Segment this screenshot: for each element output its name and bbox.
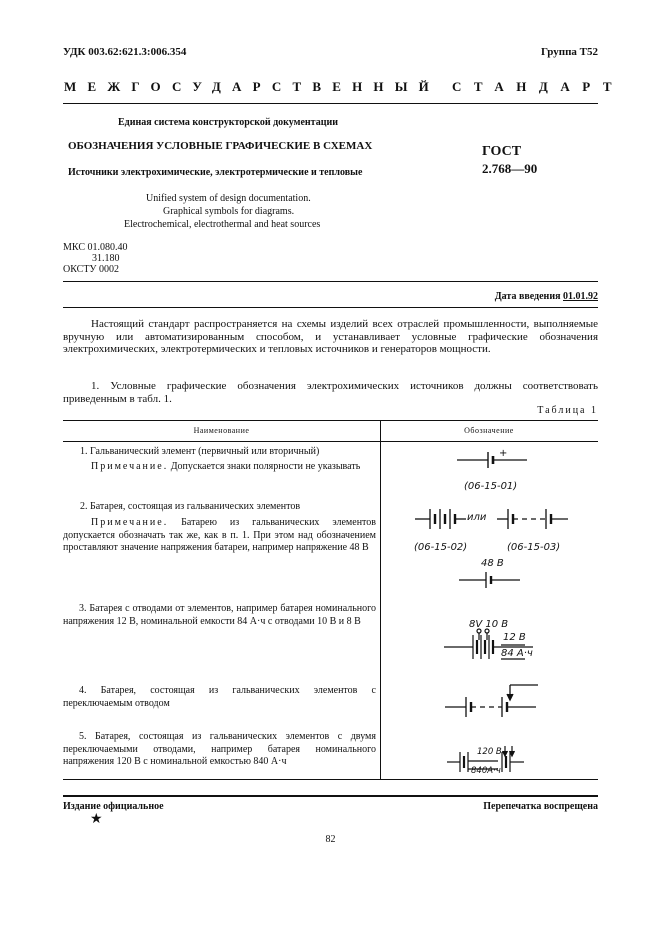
sub-title: Источники электрохимические, электротермические и тепловые	[68, 167, 363, 178]
row-2-or-word: или	[467, 512, 487, 523]
okstu-code: ОКСТУ 0002	[63, 264, 120, 275]
row-3-voltage: 12 В	[503, 632, 526, 643]
system-title: Единая система конструкторской документации	[118, 117, 338, 128]
star-icon: ★	[90, 811, 103, 827]
reprint-notice: Перепечатка воспрещена	[483, 801, 598, 812]
english-title-2: Graphical symbols for diagrams.	[163, 206, 295, 217]
row-1-note-label: Примечание.	[91, 461, 169, 472]
row-5-voltage: 120 В	[477, 747, 502, 757]
standard-heading: СТАНДАРТ	[452, 79, 625, 94]
row-2-note-text: Батарею из гальванических элементов допускается обозначать так же, как в п. 1. При этом над обозначением проставляют значение напряжения батареи, например напряжение 48 В	[63, 517, 376, 553]
mks-code-1: МКС 01.080.40	[63, 242, 128, 253]
intro-date	[495, 291, 598, 302]
battery-switched-tap-symbol	[444, 683, 544, 719]
table-caption: Таблица 1	[537, 405, 598, 416]
intro-date-value: 01.01.92	[563, 291, 598, 302]
row-3-capacity: 84 А·ч	[501, 648, 533, 659]
row-1-plus-sign: +	[499, 448, 508, 459]
row-1-code: (06-15-01)	[464, 481, 518, 492]
row-2-note-label: Примечание.	[91, 517, 169, 528]
clause-1-paragraph: 1. Условные графические обозначения электрохимических источников должны соответствовать приведенным в табл. 1.	[63, 380, 598, 405]
row-2-note	[63, 517, 376, 555]
row-3-taps-label: 8V 10 В	[469, 619, 509, 630]
table-column-divider	[380, 420, 381, 779]
gost-number: 2.768—90	[482, 161, 538, 176]
date-divider	[63, 307, 598, 308]
row-5-capacity: 840А·ч	[471, 766, 501, 776]
row-2-voltage: 48 В	[481, 558, 504, 569]
udk-code: УДК 003.62:621.3:006.354	[63, 46, 187, 58]
table-header-border	[63, 441, 598, 442]
official-edition: Издание официальное	[63, 801, 164, 812]
row-2-name: 2. Батарея, состоящая из гальванических элементов	[80, 501, 301, 512]
group-code: Группа Т52	[540, 46, 598, 58]
gost-label: ГОСТ	[482, 144, 522, 159]
footer-divider	[63, 795, 598, 797]
title-divider	[63, 281, 598, 282]
english-title-1: Unified system of design documentation.	[146, 193, 311, 204]
row-2-code-1: (06-15-02)	[414, 542, 468, 553]
mks-code-2: 31.180	[92, 253, 120, 264]
main-title: ОБОЗНАЧЕНИЯ УСЛОВНЫЕ ГРАФИЧЕСКИЕ В СХЕМАХ	[68, 140, 373, 152]
galvanic-cell-symbol	[455, 450, 535, 470]
battery-symbol-dashed	[496, 506, 576, 532]
row-1-note-text: Допускается знаки полярности не указывать	[170, 461, 361, 472]
row-3-name: 3. Батарея с отводами от элементов, например батарея номинального напряжения 12 В, номинальной емкости 84 А·ч с отводами 10 В и 8 В	[63, 603, 376, 627]
column-header-symbol: Обозначение	[464, 426, 514, 435]
intro-paragraph: Настоящий стандарт распространяется на схемы изделий всех отраслей промышленности, выполняемые вручную или автоматизированным способом, и устанавливает условные графические обозначения электрохимических, электротермических и тепловых источников и генераторов мощности.	[63, 318, 598, 356]
row-5-name: 5. Батарея, состоящая из гальванических элементов с двумя переключаемыми отводами, например батарея номинального напряжения 120 В с номинальной емкостью 840 А·ч	[63, 731, 376, 767]
row-1-note	[63, 461, 376, 474]
page-number: 82	[325, 834, 336, 845]
row-1-name: 1. Гальванический элемент (первичный или вторичный)	[80, 446, 320, 457]
row-2-code-2: (06-15-03)	[507, 542, 561, 553]
english-title-3: Electrochemical, electrothermal and heat sources	[124, 219, 321, 230]
row-4-name: 4. Батарея, состоящая из гальванических элементов с переключаемым отводом	[63, 685, 376, 709]
interstate-heading: МЕЖГОСУДАРСТВЕННЫЙ	[64, 79, 440, 94]
battery-symbol-with-voltage	[458, 570, 528, 590]
column-header-name: Наименование	[193, 426, 250, 435]
header-divider	[63, 103, 598, 104]
table-top-border	[63, 420, 598, 421]
intro-date-label: Дата введения	[494, 291, 561, 302]
